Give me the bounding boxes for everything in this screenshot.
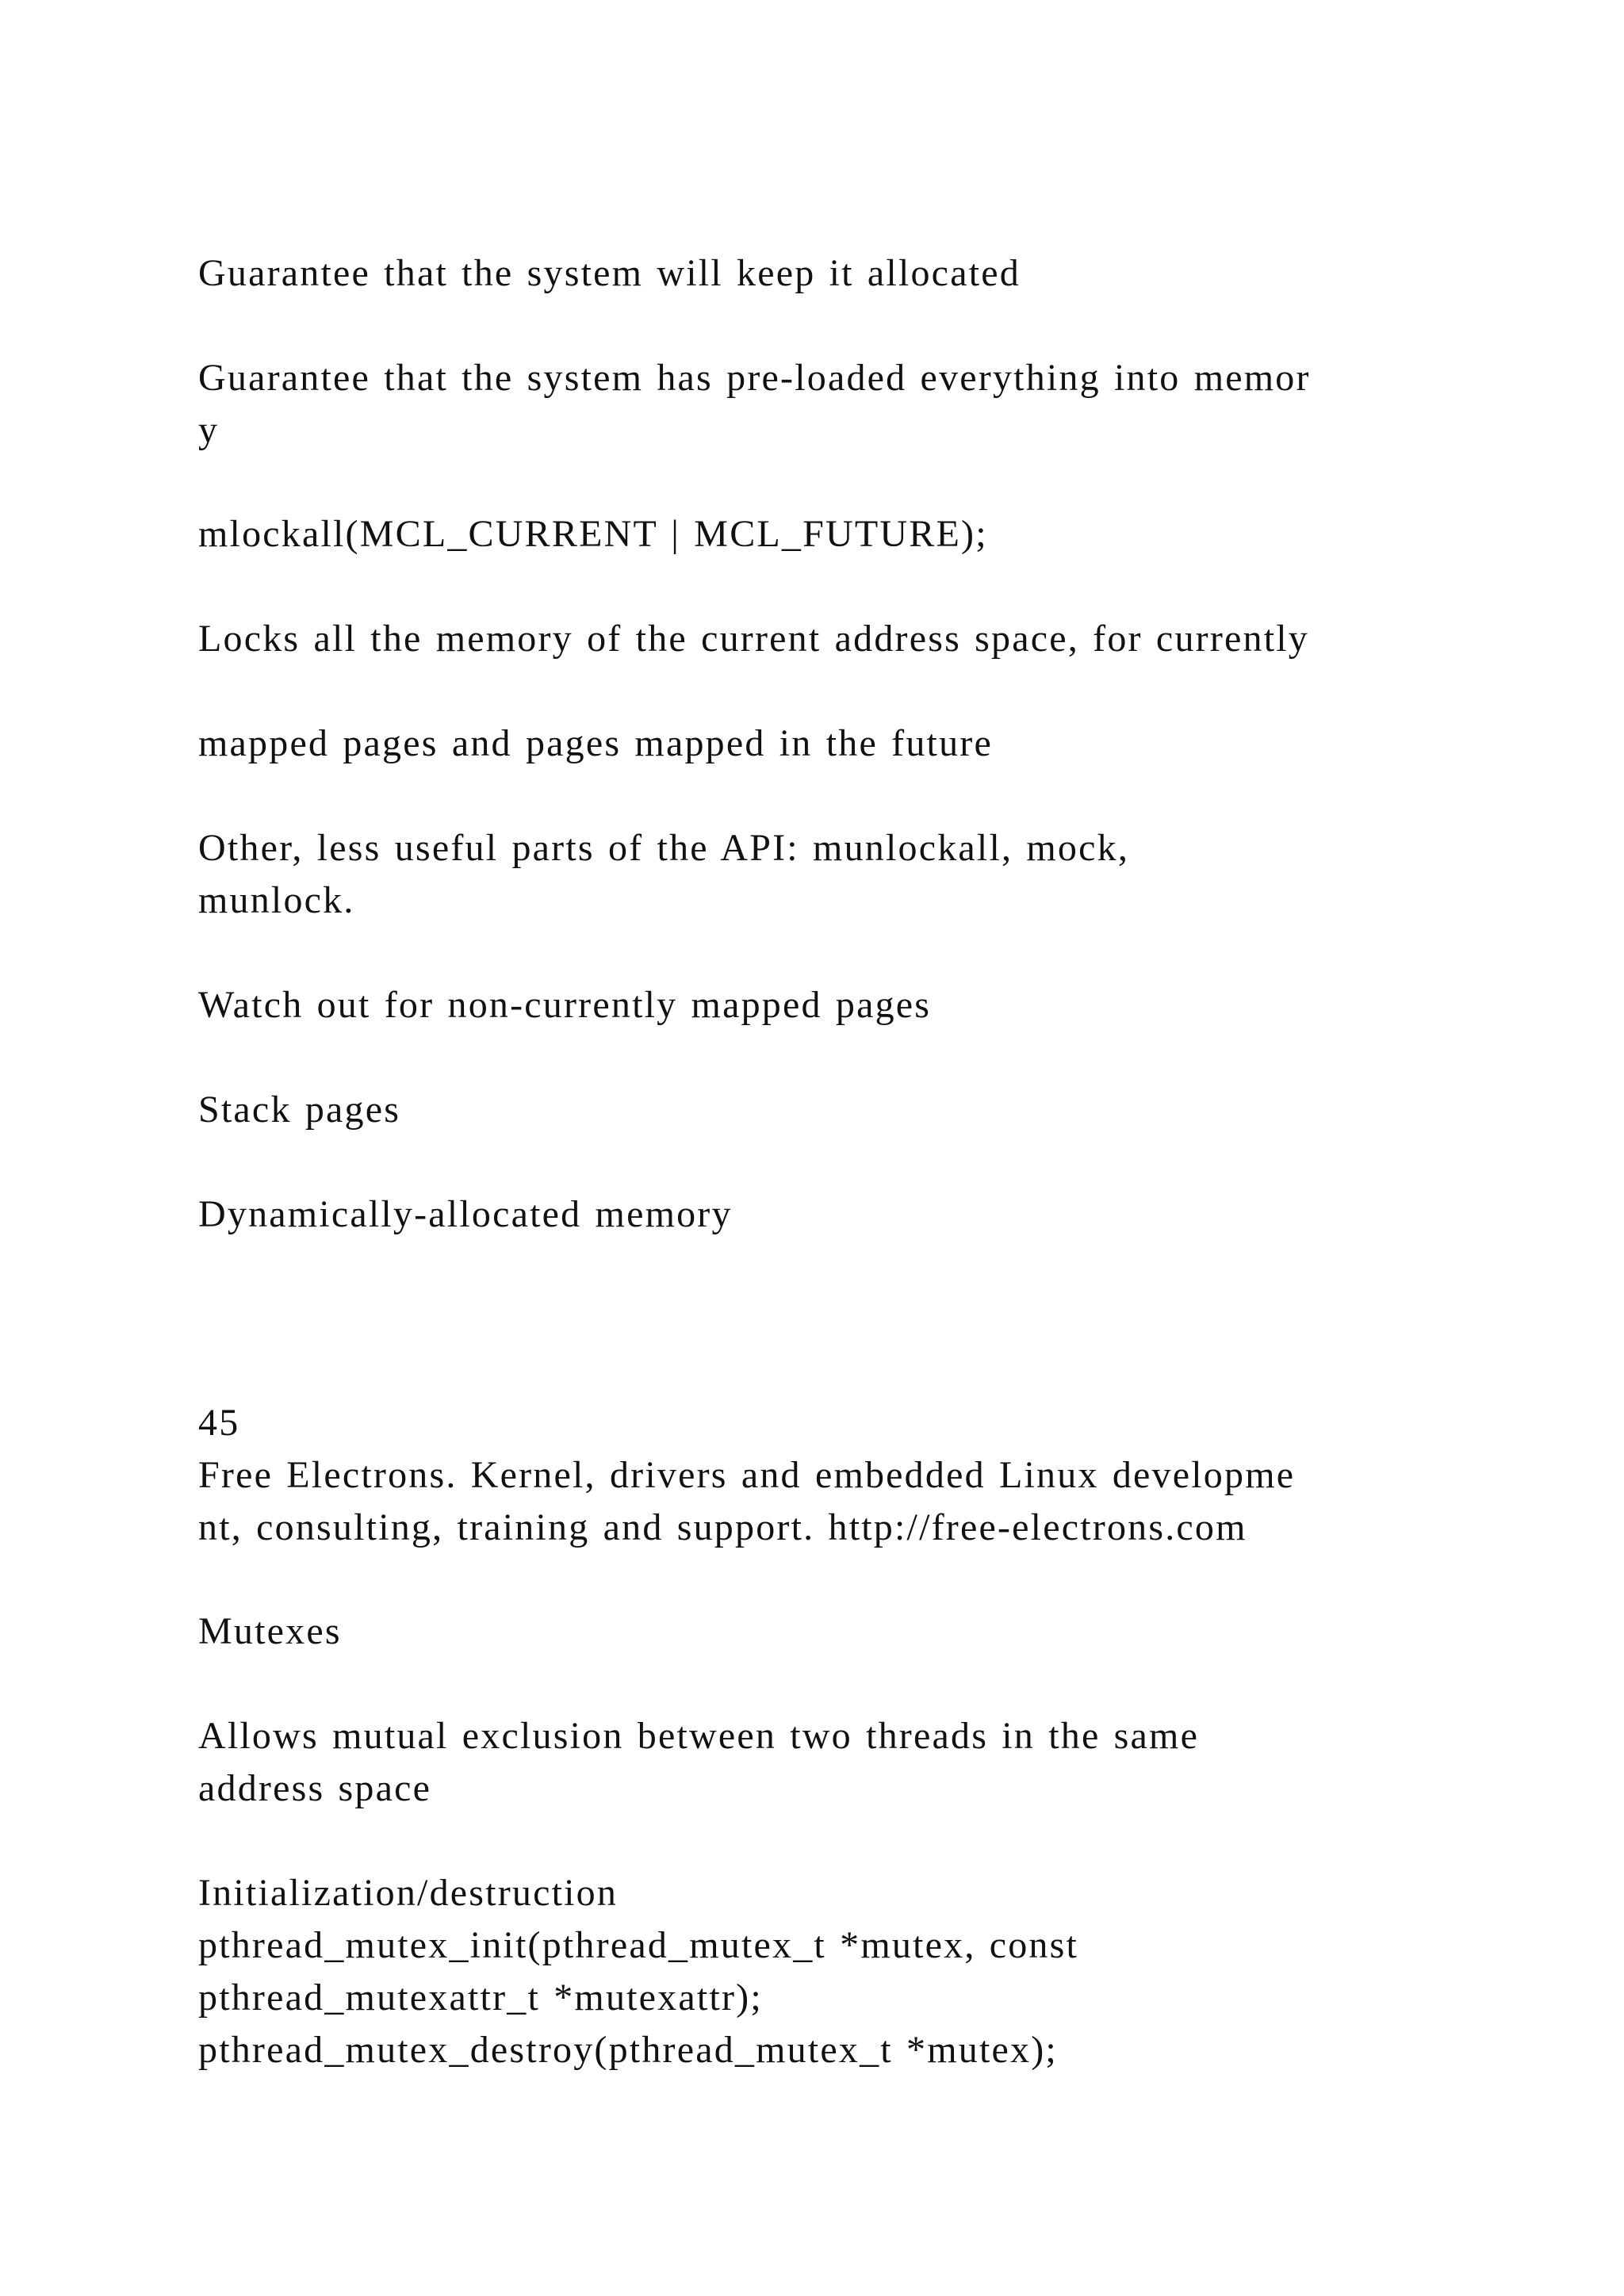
- page-number: 45: [198, 1402, 240, 1444]
- text-line-7: Other, less useful parts of the API: munlockall, mock,: [198, 827, 1130, 869]
- section-title-mutexes: Mutexes: [198, 1610, 342, 1652]
- text-line-17: address space: [198, 1767, 432, 1809]
- text-line-6: mapped pages and pages mapped in the future: [198, 722, 993, 764]
- text-line-10: Stack pages: [198, 1089, 401, 1131]
- text-line-18: Initialization/destruction: [198, 1872, 619, 1914]
- code-line-init-1: pthread_mutex_init(pthread_mutex_t *mutex, const: [198, 1924, 1079, 1966]
- text-line-16: Allows mutual exclusion between two threads in the same: [198, 1715, 1200, 1757]
- text-line-3: y: [198, 409, 220, 451]
- footer-line-2: nt, consulting, training and support. http://free-electrons.com: [198, 1506, 1247, 1548]
- text-line-5: Locks all the memory of the current address space, for currently: [198, 618, 1309, 660]
- footer-line-1: Free Electrons. Kernel, drivers and embedded Linux developme: [198, 1454, 1296, 1496]
- text-line-2: Guarantee that the system has pre-loaded everything into memor: [198, 357, 1311, 399]
- code-line-mlockall: mlockall(MCL_CURRENT | MCL_FUTURE);: [198, 513, 988, 555]
- code-line-init-2: pthread_mutexattr_t *mutexattr);: [198, 1976, 763, 2019]
- text-line-11: Dynamically-allocated memory: [198, 1193, 733, 1235]
- text-line-8: munlock.: [198, 879, 355, 921]
- code-line-destroy: pthread_mutex_destroy(pthread_mutex_t *mutex);: [198, 2029, 1058, 2071]
- text-line-1: Guarantee that the system will keep it allocated: [198, 252, 1021, 294]
- text-line-9: Watch out for non-currently mapped pages: [198, 984, 932, 1026]
